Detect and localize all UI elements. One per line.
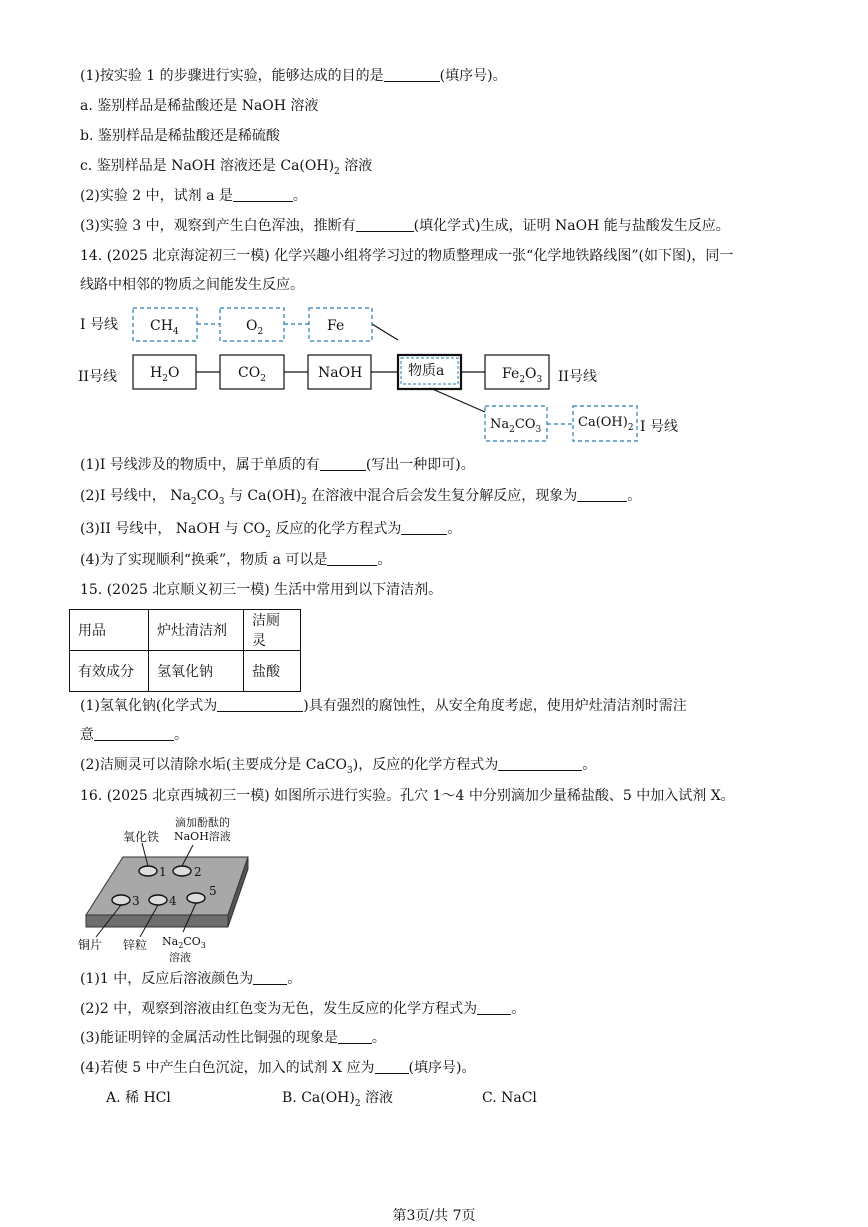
cleaner-table [69,609,301,692]
answer-blank[interactable] [498,756,582,771]
q13-part1: (1)按实验 1 的步骤进行实验，能够达成的目的是 (填序号)。 [80,68,507,84]
caoh2-text: $Ca(OH)_2$ [578,415,634,433]
table-cell: 炉灶清洁剂 [149,610,244,651]
q13-option-c: c. 鉴别样品是 NaOH 溶液还是 $Ca(OH)_2$ 溶液 [80,158,373,177]
naoh-text: NaOH [318,365,363,381]
option-a: A. 稀 HCl [106,1090,171,1106]
well-1 [139,866,157,876]
subway-map-diagram [78,300,698,445]
line2-label-right: II号线 [558,369,598,385]
q16-part3: (3)能证明锌的金属活动性比铜强的现象是 。 [80,1030,386,1046]
well-number-5: 5 [209,884,217,898]
q13-option-a: a. 鉴别样品是稀盐酸还是 NaOH 溶液 [80,98,319,114]
well-5 [187,893,205,903]
label-na2co3: $Na_2CO_3$ [162,935,206,950]
plate-top [86,857,248,915]
o2-text: $O_2$ [246,318,264,337]
q13-option-b: b. 鉴别样品是稀盐酸还是稀硫酸 [80,128,280,144]
well-number-3: 3 [132,894,140,908]
h2o-text: $H_2O$ [150,365,180,384]
answer-blank[interactable] [577,487,627,502]
q13-part2: (2)实验 2 中，试剂 a 是 。 [80,188,307,204]
option-b: B. $Ca(OH)_2$ 溶液 [282,1090,394,1109]
option-c: C. NaCl [482,1090,537,1106]
line1-connector [430,388,485,412]
answer-blank[interactable] [356,217,414,232]
answer-blank[interactable] [401,520,447,535]
q15-stem: 15. (2025 北京顺义初三一模) 生活中常用到以下清洁剂。 [80,582,443,598]
substance-a-text: 物质a [408,363,445,379]
q14-part1: (1)I 号线涉及的物质中，属于单质的有 (写出一种即可)。 [80,457,475,473]
label-iron-oxide: 氧化铁 [123,830,160,844]
ch4-text: $CH_4$ [150,318,179,337]
q15-part1: (1)氢氧化钠(化学式为 )具有强烈的腐蚀性，从安全角度考虑，使用炉灶清洁剂时需注 [80,698,687,714]
answer-blank[interactable] [327,551,377,566]
page-footer: 第3页/共 7页 [392,1208,476,1224]
co2-text: $CO_2$ [238,365,266,384]
answer-blank[interactable] [320,456,366,471]
table-cell: 洁厕灵 [244,610,301,651]
answer-blank[interactable] [384,67,440,82]
well-4 [149,895,167,905]
q14-part2: (2)I 号线中， $Na_2CO_3$ 与 $Ca(OH)_2$ 在溶液中混合后会发生复分解反应，现象为 。 [80,488,642,507]
well-plate-figure [78,815,258,965]
q14-part3: (3)II 号线中， NaOH 与 $CO_2$ 反应的化学方程式为 。 [80,521,462,540]
q16-part2: (2)2 中，观察到溶液由红色变为无色，发生反应的化学方程式为 。 [80,1001,526,1017]
fe2o3-text: $Fe_2O_3$ [502,366,543,385]
well-3 [112,895,130,905]
q16-part4: (4)若使 5 中产生白色沉淀，加入的试剂 X 应为 (填序号)。 [80,1060,476,1076]
q14-stem-line2: 线路中相邻的物质之间能发生反应。 [80,277,304,293]
q15-part1-cont: 意 。 [80,727,188,743]
line1-connector [372,324,398,340]
table-row [70,651,301,692]
answer-blank[interactable] [338,1029,372,1044]
q15-part2: (2)洁厕灵可以清除水垢(主要成分是 CaCO$_3$)，反应的化学方程式为 。 [80,757,597,776]
label-solution: 溶液 [169,951,191,964]
table-cell: 用品 [70,610,149,651]
q16-part1: (1)1 中，反应后溶液颜色为 。 [80,971,302,987]
answer-blank[interactable] [233,187,293,202]
answer-blank[interactable] [477,1000,511,1015]
line1-label-right: I 号线 [640,419,678,435]
table-cell: 盐酸 [244,651,301,692]
q14-stem-line1: 14. (2025 北京海淀初三一模) 化学兴趣小组将学习过的物质整理成一张“化学地铁路线图”(如下图)，同一 [80,248,734,264]
q13-part3: (3)实验 3 中，观察到产生白色浑浊，推断有 (填化学式)生成，证明 NaOH 能与盐酸发生反应。 [80,218,730,234]
answer-blank[interactable] [375,1059,409,1074]
label-phenolphthalein: 滴加酚酞的 [175,816,230,829]
label-naoh: NaOH溶液 [174,830,231,843]
table-cell: 有效成分 [70,651,149,692]
table-cell: 氢氧化钠 [149,651,244,692]
q14-part4: (4)为了实现顺利“换乘”，物质 a 可以是 。 [80,552,392,568]
line2-label: II号线 [78,369,118,385]
fe-text: Fe [327,318,345,334]
label-zinc: 锌粒 [123,938,148,952]
na2co3-text: $Na_2CO_3$ [490,417,542,435]
well-number-1: 1 [159,865,167,879]
q16-stem: 16. (2025 北京西城初三一模) 如图所示进行实验。孔穴 1～4 中分别滴加少量稀盐酸、5 中加入试剂 X。 [80,788,735,804]
well-number-2: 2 [194,865,202,879]
label-copper: 铜片 [78,938,103,952]
answer-blank[interactable] [253,970,287,985]
answer-blank[interactable] [217,697,303,712]
plate-front [86,915,228,927]
answer-blank[interactable] [94,726,174,741]
table-row [70,610,301,651]
well-number-4: 4 [169,894,177,908]
well-2 [173,866,191,876]
line1-label: I 号线 [80,317,118,333]
